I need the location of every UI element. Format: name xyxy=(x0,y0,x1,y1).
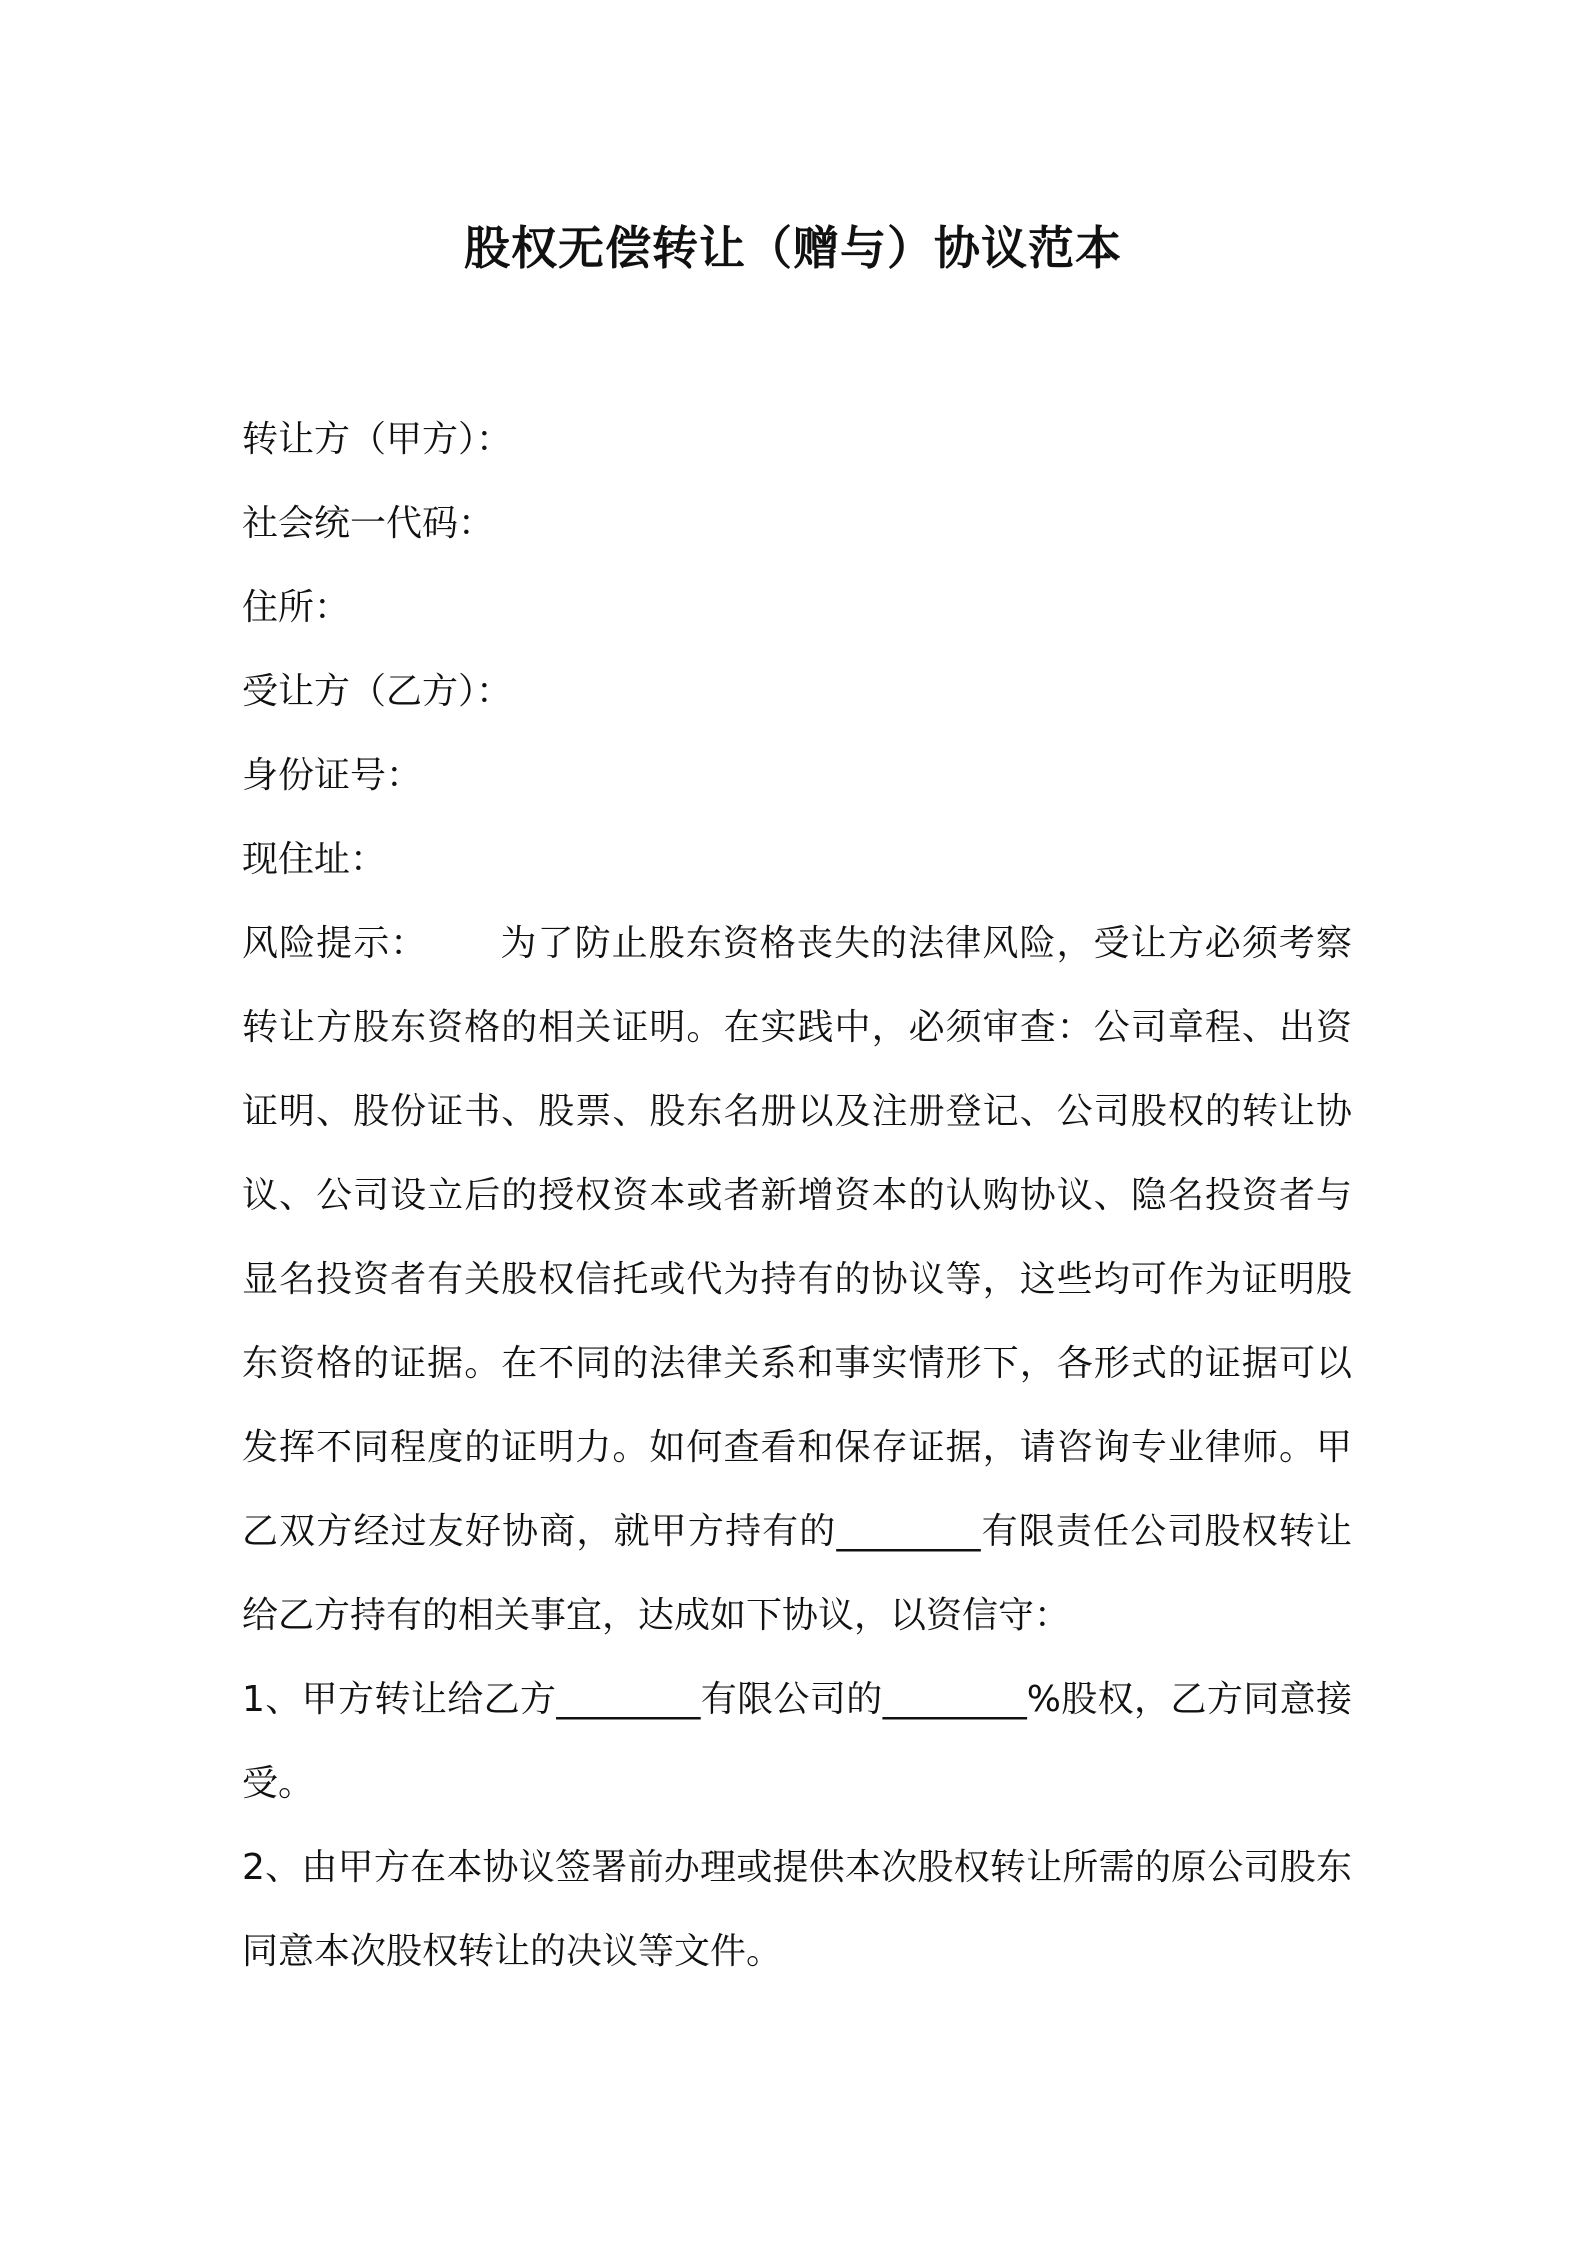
clause-1: 1、甲方转让给乙方________有限公司的________%股权，乙方同意接受。 xyxy=(242,1679,1352,1804)
risk-paragraph xyxy=(242,902,1352,1658)
transferee-field: 受让方（乙方）： xyxy=(242,671,513,712)
document-title: 股权无偿转让（赠与）协议范本 xyxy=(464,221,1122,275)
current-address-field: 现住址： xyxy=(242,839,387,880)
credit-code-field: 社会统一代码： xyxy=(242,503,495,544)
document-body xyxy=(242,398,1352,1994)
domicile-field: 住所： xyxy=(242,587,351,628)
transferor-field: 转让方（甲方）： xyxy=(242,419,513,460)
risk-label: 风险提示： xyxy=(242,923,428,964)
risk-text: 为了防止股东资格丧失的法律风险，受让方必须考察转让方股东资格的相关证明。在实践中，必须审查：公司章程、出资证明、股份证书、股票、股东名册以及注册登记、公司股权的转让协议、公司设立后的授权资本或者新增资本的认购协议、隐名投资者与显名投资者有关股权信托或代为持有的协议等，这些均可作为证明股东资格的证据。在不同的法律关系和事实情形下，各形式的证据可以发挥不同程度的证明力。如何查看和保存证据，请咨询专业律师。甲乙双方经过友好协商，就甲方持有的________有限责任公司股权转让给乙方持有的相关事宜，达成如下协议，以资信守： xyxy=(242,923,1352,1636)
clause-2: 2、由甲方在本协议签署前办理或提供本次股权转让所需的原公司股东同意本次股权转让的决议等文件。 xyxy=(242,1847,1352,1972)
id-number-field: 身份证号： xyxy=(242,755,423,796)
